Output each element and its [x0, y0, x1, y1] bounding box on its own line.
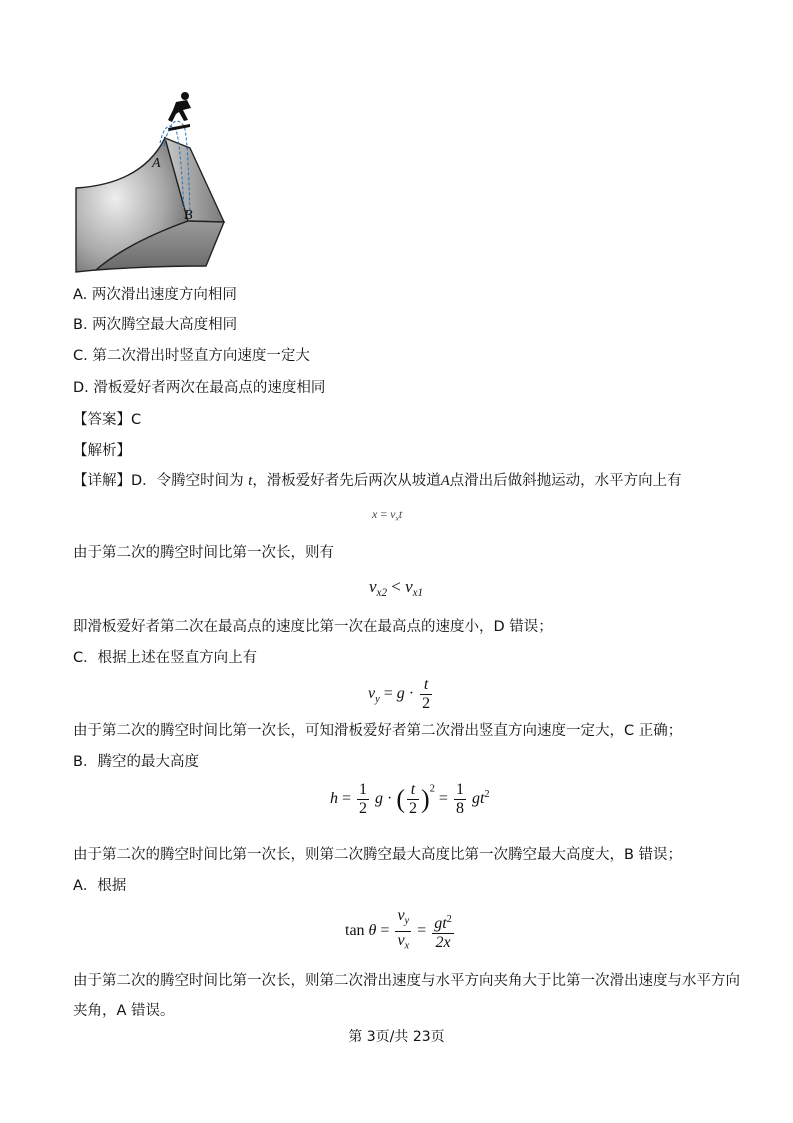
formula-h: h = $\frac{1}{2}$ g · ( $\frac{t}{2}$ )$^2$ = $\frac{1}{8}$ $gt^2$: [330, 781, 490, 817]
text-line-9: 夹角，A 错误。: [73, 1003, 175, 1019]
ramp-figure: [72, 88, 232, 278]
text-line-5: B．腾空的最大高度: [73, 754, 199, 770]
option-b: B. 两次腾空最大高度相同: [73, 317, 238, 333]
label-b: B: [184, 208, 193, 223]
text-line-1: 由于第二次的腾空时间比第一次长，则有: [73, 545, 334, 561]
text-line-7: A．根据: [73, 878, 127, 894]
formula-vy: $v_y = g$ · $\frac{t}{2}$: [368, 676, 431, 712]
formula-x-vx-t: $x = v_xt$: [372, 507, 403, 523]
detail-d-line: 【详解】D．令腾空时间为 t，滑板爱好者先后两次从坡道A点滑出后做斜抛运动，水平方向上有: [73, 473, 682, 489]
analysis-label: 【解析】: [73, 443, 131, 459]
formula-vx2-lt-vx1: $v_{x2} < v_{x1}$: [369, 577, 424, 599]
option-c: C. 第二次滑出时竖直方向速度一定大: [73, 348, 310, 364]
page-footer: 第 3页/共 23页: [348, 1029, 445, 1045]
text-line-4: 由于第二次的腾空时间比第一次长，可知滑板爱好者第二次滑出竖直方向速度一定大，C 正确；: [73, 723, 683, 739]
label-a: A: [152, 156, 161, 171]
text-line-3: C．根据上述在竖直方向上有: [73, 650, 258, 666]
option-a: A. 两次滑出速度方向相同: [73, 287, 237, 303]
formula-tan-theta: tan θ = $\frac{v_y}{v_x}$ = $\frac{gt^2}{2x}$: [345, 907, 456, 955]
answer-line: 【答案】C: [73, 412, 142, 428]
text-line-6: 由于第二次的腾空时间比第一次长，则第二次腾空最大高度比第一次腾空最大高度大，B 错误；: [73, 847, 683, 863]
text-line-2: 即滑板爱好者第二次在最高点的速度比第一次在最高点的速度小，D 错误；: [73, 619, 553, 635]
text-line-8: 由于第二次的腾空时间比第一次长，则第二次滑出速度与水平方向夹角大于比第一次滑出速度与水平方向: [73, 973, 740, 989]
option-d: D. 滑板爱好者两次在最高点的速度相同: [73, 380, 326, 396]
